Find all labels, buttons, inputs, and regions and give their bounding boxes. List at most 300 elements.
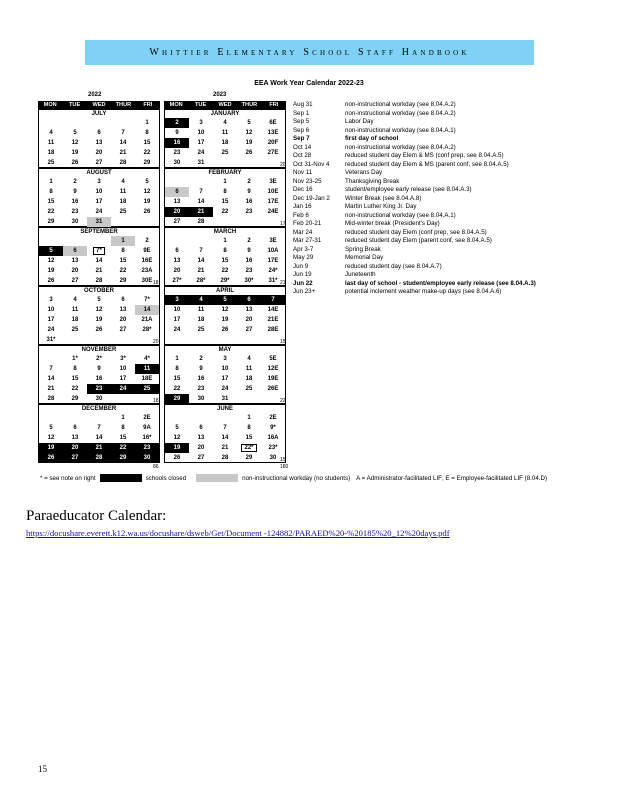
calendar-day: 9 <box>199 366 203 372</box>
calendar-day: 28 <box>87 453 111 463</box>
calendar-day: 5 <box>39 246 63 256</box>
event-date: Jun 23+ <box>293 288 316 295</box>
calendar-day: 6 <box>175 248 179 254</box>
calendar-day: 4 <box>121 179 125 185</box>
calendar-day <box>213 413 237 423</box>
calendar-day: 14 <box>95 435 103 441</box>
calendar-day <box>63 335 87 345</box>
calendar-day: 8 <box>145 130 149 136</box>
event-row <box>293 118 583 127</box>
calendar-day: 5 <box>49 425 53 431</box>
calendar-day: 17E <box>267 258 279 264</box>
calendar-day <box>213 158 237 168</box>
event-description: Winter Break (see 8.04.A.8) <box>345 194 422 202</box>
calendar-day <box>135 217 159 227</box>
calendar-day: 23A <box>141 268 153 274</box>
calendar-day: 8 <box>121 248 125 254</box>
event-date: Aug 31 <box>293 101 313 108</box>
calendar-day: 7* <box>144 297 150 303</box>
legend-lif-note: A = Administrator-facilitated LIF; E = Employee-facilitated LIF (8.04.D) <box>356 474 548 482</box>
calendar-day <box>39 354 63 364</box>
calendar-day: 29 <box>111 453 135 463</box>
calendar-day: 3 <box>97 179 101 185</box>
calendar-day: 27* <box>172 278 182 284</box>
calendar-day: 9 <box>73 189 77 195</box>
weekday-label: FRI <box>269 102 279 108</box>
calendar-day: 24* <box>268 268 278 274</box>
calendar-day: 25 <box>245 386 253 392</box>
calendar-day: 16 <box>95 376 103 382</box>
calendar-day: 14 <box>47 376 55 382</box>
month-june <box>164 404 286 463</box>
calendar-day: 29 <box>165 394 189 404</box>
calendar-day: 10 <box>173 307 181 313</box>
calendar-day: 29* <box>220 278 230 284</box>
calendar-day: 10 <box>197 130 205 136</box>
month-april <box>164 286 286 345</box>
calendar-day: 11 <box>135 364 159 374</box>
calendar-day: 24 <box>47 327 55 333</box>
legend-noninstructional-label: non-instructional workday (no students) <box>242 474 351 482</box>
calendar-day: 21 <box>87 443 111 453</box>
weekday-label: MON <box>169 102 183 108</box>
calendar-day: 4 <box>73 297 77 303</box>
calendar-day: 27 <box>119 327 127 333</box>
calendar-day: 3 <box>199 120 203 126</box>
calendar-day: 25 <box>135 384 159 394</box>
calendar-day: 15 <box>119 258 127 264</box>
event-description: reduced student day Elem (parent conf, see 8.04.A.5) <box>345 237 492 244</box>
weekday-label: WED <box>92 102 106 108</box>
event-row <box>293 246 583 255</box>
calendar-day: 17 <box>119 376 127 382</box>
event-row <box>293 135 583 144</box>
weekday-label: THUR <box>241 102 258 108</box>
event-date: Sep 1 <box>293 109 310 117</box>
calendar-day <box>111 335 135 345</box>
calendar-day: 13E <box>267 130 279 136</box>
calendar-day <box>39 118 63 128</box>
calendar-day: 23 <box>245 268 253 274</box>
calendar-day: 1 <box>145 120 149 126</box>
event-row <box>293 212 583 221</box>
event-date: Jan 16 <box>293 203 312 210</box>
weekday-label: MON <box>43 102 57 108</box>
event-row <box>293 101 583 110</box>
event-row <box>293 186 583 195</box>
event-row <box>293 144 583 153</box>
handbook-banner <box>85 40 534 65</box>
calendar-day: 8 <box>175 366 179 372</box>
event-list <box>293 101 583 297</box>
calendar-day: 29 <box>47 219 55 225</box>
calendar-day: 18 <box>197 317 205 323</box>
month-name: SEPTEMBER <box>80 229 118 235</box>
calendar-day: 3 <box>223 356 227 362</box>
event-row <box>293 288 583 297</box>
event-description: Thanksgiving Break <box>345 177 400 185</box>
calendar-day <box>111 118 135 128</box>
calendar-day: 3 <box>165 295 189 305</box>
calendar-day: 14 <box>95 258 103 264</box>
month-february <box>164 168 286 227</box>
calendar-title: EEA Work Year Calendar 2022-23 <box>254 80 364 87</box>
calendar-day: 24 <box>197 150 205 156</box>
month-day-count: 22 <box>280 398 286 404</box>
month-september <box>38 227 160 286</box>
calendar-day: 12 <box>173 435 181 441</box>
event-date: Jun 22 <box>293 279 313 287</box>
calendar-day: 24 <box>173 327 181 333</box>
calendar-day: 13 <box>95 140 103 146</box>
calendar-day: 21 <box>47 386 55 392</box>
calendar-day: 18 <box>221 140 229 146</box>
calendar-day: 17 <box>47 317 55 323</box>
calendar-day: 4 <box>49 130 53 136</box>
legend-closed-label: schools closed <box>145 474 187 482</box>
calendar-day: 9 <box>97 366 101 372</box>
calendar-day: 16 <box>245 258 253 264</box>
weekday-label: FRI <box>143 102 153 108</box>
calendar-day: 23 <box>173 150 181 156</box>
calendar-day: 23 <box>87 384 111 394</box>
calendar-day: 18E <box>141 376 153 382</box>
calendar-day: 19 <box>245 140 253 146</box>
calendar-day: 20 <box>165 207 189 217</box>
calendar-day: 31* <box>46 337 56 343</box>
month-day-count: 18 <box>153 398 159 404</box>
calendar-day: 7 <box>97 425 101 431</box>
calendar-day <box>237 335 261 345</box>
month-day-count: 15 <box>280 339 286 345</box>
calendar-day <box>189 413 213 423</box>
calendar-day: 20 <box>119 317 127 323</box>
calendar-day: 2 <box>73 179 77 185</box>
calendar-day: 10 <box>221 366 229 372</box>
calendar-day: 4 <box>189 295 213 305</box>
calendar-day: 29 <box>71 396 79 402</box>
calendar-day: 5 <box>247 120 251 126</box>
month-day-count: 17 <box>280 221 286 227</box>
calendar-day: 24 <box>95 209 103 215</box>
event-date: Feb 20-21 <box>293 220 322 227</box>
calendar-day: 25 <box>47 160 55 166</box>
calendar-day <box>189 335 213 345</box>
month-may <box>164 345 286 404</box>
calendar-day: 22* <box>237 443 261 453</box>
calendar-day: 12 <box>47 258 55 264</box>
calendar-day: 31* <box>268 278 278 284</box>
weekday-label: TUE <box>195 102 207 108</box>
calendar-day: 20 <box>197 445 205 451</box>
calendar-day: 23 <box>245 209 253 215</box>
calendar-day: 10 <box>95 189 103 195</box>
event-description: non-instructional workday (see 8.04.A.2) <box>345 143 456 151</box>
calendar-day: 30 <box>197 396 205 402</box>
calendar-day: 30 <box>173 160 181 166</box>
calendar-day: 26 <box>39 453 63 463</box>
event-row <box>293 161 583 170</box>
calendar-day: 8 <box>223 189 227 195</box>
weekday-label: WED <box>218 102 232 108</box>
calendar-day: 5 <box>213 295 237 305</box>
calendar-day <box>237 394 261 404</box>
event-description: Martin Luther King Jr. Day <box>345 203 417 210</box>
calendar-day: 6 <box>121 297 125 303</box>
month-day-count: 20 <box>153 339 159 345</box>
calendar-day: 23 <box>71 209 79 215</box>
calendar-day: 15 <box>47 199 55 205</box>
calendar-day: 30* <box>244 278 254 284</box>
calendar-day: 23 <box>135 443 159 453</box>
calendar-day: 13 <box>119 307 127 313</box>
calendar-day: 1 <box>175 356 179 362</box>
event-date: Dec 19-Jan 2 <box>293 194 330 202</box>
month-name: JULY <box>91 111 107 117</box>
event-description: reduced student day (see 8.04.A.7) <box>345 262 442 270</box>
calendar-day: 20F <box>267 140 279 146</box>
weekday-header-right <box>164 101 286 109</box>
calendar-day: 22 <box>221 268 229 274</box>
calendar-day: 7 <box>199 248 203 254</box>
month-january <box>164 109 286 168</box>
event-row <box>293 254 583 263</box>
calendar-day: 20 <box>63 443 87 453</box>
calendar-day: 28 <box>221 455 229 461</box>
event-description: Mid-winter break (President's Day) <box>345 220 440 227</box>
event-description: Juneteenth <box>345 271 376 278</box>
event-date: Sep 7 <box>293 135 310 142</box>
month-november <box>38 345 160 404</box>
calendar-day: 19E <box>267 376 279 382</box>
month-july <box>38 109 160 168</box>
calendar-day: 23* <box>268 445 278 451</box>
month-march <box>164 227 286 286</box>
calendar-day <box>111 394 135 404</box>
calendar-day <box>63 118 87 128</box>
event-date: Oct 14 <box>293 143 312 151</box>
calendar-day: 7 <box>223 425 227 431</box>
event-row <box>293 178 583 187</box>
calendar-day <box>63 236 87 246</box>
calendar-day <box>165 177 189 187</box>
calendar-day: 26 <box>245 150 253 156</box>
calendar-day: 31 <box>221 396 229 402</box>
event-description: last day of school - student/employee early release (see 8.04.A.3) <box>345 279 536 287</box>
calendar-day: 14 <box>135 305 159 315</box>
calendar-day: 21 <box>221 445 229 451</box>
calendar-day: 19 <box>143 199 151 205</box>
calendar-day: 15 <box>71 376 79 382</box>
calendar-day: 31 <box>87 217 111 227</box>
month-day-count: 12 <box>153 457 159 463</box>
calendar-day: 28E <box>267 327 279 333</box>
calendar-day: 23 <box>197 386 205 392</box>
calendar-day: 25 <box>71 327 79 333</box>
calendar-day: 15 <box>245 435 253 441</box>
calendar-day: 26E <box>267 386 279 392</box>
month-name: JANUARY <box>210 111 240 117</box>
calendar-day: 28* <box>142 327 152 333</box>
event-row <box>293 229 583 238</box>
month-day-count: 20 <box>280 162 286 168</box>
calendar-day: 12 <box>221 307 229 313</box>
calendar-day: 24 <box>111 384 135 394</box>
calendar-day: 27 <box>71 278 79 284</box>
banner-title: Whittier Elementary School Staff Handbook <box>149 47 470 58</box>
calendar-day: 21 <box>197 268 205 274</box>
calendar-day: 29 <box>143 160 151 166</box>
calendar-day: 27E <box>267 150 279 156</box>
calendar-day: 28 <box>197 219 205 225</box>
calendar-day: 2 <box>165 118 189 128</box>
month-name: NOVEMBER <box>81 347 117 353</box>
calendar-day: 6 <box>63 246 87 256</box>
paraeducator-calendar-link[interactable]: https://docushare.everett.k12.wa.us/docushare/dsweb/Get/Document -124882/PARAED%20-%20185%20_12%20days.pdf <box>26 528 450 538</box>
calendar-day: 24E <box>267 209 279 215</box>
calendar-day: 9A <box>143 425 151 431</box>
calendar-day: 15 <box>221 258 229 264</box>
calendar-day: 8 <box>73 366 77 372</box>
calendar-day: 14 <box>119 140 127 146</box>
calendar-day: 7* <box>87 246 111 256</box>
event-row <box>293 127 583 136</box>
calendar-day: 10 <box>47 307 55 313</box>
event-description: Spring Break <box>345 245 381 253</box>
total-day-count: 86 <box>153 464 159 470</box>
calendar-day <box>237 217 261 227</box>
calendar-day: 27 <box>95 160 103 166</box>
event-date: May 29 <box>293 254 314 261</box>
calendar-day: 27 <box>245 327 253 333</box>
calendar-day: 14 <box>197 258 205 264</box>
event-description: non-instructional workday (see 8.04.A.1) <box>345 211 456 219</box>
calendar-day: 17 <box>173 317 181 323</box>
calendar-day: 4 <box>223 120 227 126</box>
event-row <box>293 203 583 212</box>
event-date: Nov 23-25 <box>293 177 322 185</box>
calendar-day: 20 <box>95 150 103 156</box>
calendar-day <box>213 217 237 227</box>
calendar-day: 17 <box>197 140 205 146</box>
calendar-day <box>39 413 63 423</box>
calendar-day: 1 <box>121 415 125 421</box>
calendar-day: 11 <box>221 130 229 136</box>
month-august <box>38 168 160 227</box>
calendar-day: 13 <box>71 435 79 441</box>
calendar-day: 22 <box>111 443 135 453</box>
calendar-day: 18 <box>47 150 55 156</box>
calendar-day: 27 <box>63 453 87 463</box>
calendar-day: 16 <box>165 138 189 148</box>
calendar-day: 30 <box>269 455 277 461</box>
calendar-day: 3 <box>49 297 53 303</box>
calendar-day: 16 <box>245 199 253 205</box>
legend-noninstructional-swatch <box>196 474 238 482</box>
calendar-day: 22 <box>173 386 181 392</box>
calendar-day: 11 <box>119 189 127 195</box>
month-name: MARCH <box>213 229 237 235</box>
calendar-day: 16E <box>141 258 153 264</box>
legend-closed-swatch <box>100 474 142 482</box>
calendar-day: 22 <box>221 209 229 215</box>
event-description: non-instructional workday (see 8.04.A.2) <box>345 101 456 108</box>
event-date: Oct 28 <box>293 152 312 159</box>
calendar-day: 16* <box>142 435 152 441</box>
calendar-day: 4* <box>144 356 150 362</box>
calendar-day: 2 <box>145 238 149 244</box>
calendar-day: 9E <box>143 248 151 254</box>
calendar-day: 8 <box>223 248 227 254</box>
event-date: Dec 16 <box>293 186 313 193</box>
calendar-day: 5E <box>269 356 277 362</box>
calendar-day: 25 <box>221 150 229 156</box>
calendar-day <box>189 177 213 187</box>
month-day-count: 18 <box>153 280 159 286</box>
calendar-day: 24 <box>221 386 229 392</box>
calendar-day: 6 <box>165 187 189 197</box>
calendar-day: 17E <box>267 199 279 205</box>
month-day-count: 15 <box>280 457 286 463</box>
weekday-label: THUR <box>115 102 132 108</box>
calendar-day <box>63 413 87 423</box>
calendar-day: 15 <box>173 376 181 382</box>
calendar-day: 13 <box>245 307 253 313</box>
calendar-day: 20 <box>173 268 181 274</box>
calendar-day: 13 <box>173 199 181 205</box>
calendar-day: 30 <box>71 219 79 225</box>
calendar-day: 3E <box>269 179 277 185</box>
calendar-day <box>87 236 111 246</box>
month-name: AUGUST <box>86 170 112 176</box>
calendar-day: 9* <box>270 425 276 431</box>
calendar-day: 16A <box>267 435 279 441</box>
month-day-count: 21 <box>280 280 286 286</box>
calendar-day: 13 <box>197 435 205 441</box>
calendar-day <box>165 236 189 246</box>
calendar-day: 17 <box>95 199 103 205</box>
calendar-day: 20 <box>245 317 253 323</box>
calendar-day: 15 <box>221 199 229 205</box>
calendar-day: 19 <box>95 317 103 323</box>
calendar-day: 7 <box>49 366 53 372</box>
calendar-day: 19 <box>71 150 79 156</box>
calendar-day: 21 <box>189 207 213 217</box>
calendar-day: 22 <box>47 209 55 215</box>
calendar-day: 12 <box>245 130 253 136</box>
month-name: JUNE <box>216 406 233 412</box>
month-name: FEBRUARY <box>208 170 242 176</box>
month-name: OCTOBER <box>84 288 114 294</box>
year-right-label: 2023 <box>213 92 227 98</box>
calendar-day: 4 <box>247 356 251 362</box>
event-row <box>293 263 583 272</box>
event-description: potential inclement weather make-up days (see 8.04.A.6) <box>345 288 502 295</box>
calendar-day: 2 <box>199 356 203 362</box>
calendar-legend <box>40 474 580 482</box>
calendar-day <box>165 413 189 423</box>
event-row <box>293 237 583 246</box>
calendar-day: 12E <box>267 366 279 372</box>
calendar-day: 6 <box>73 425 77 431</box>
month-name: DECEMBER <box>81 406 117 412</box>
year-left-label: 2022 <box>88 92 102 98</box>
calendar-day: 15 <box>119 435 127 441</box>
calendar-day: 8 <box>49 189 53 195</box>
calendar-day: 1 <box>247 415 251 421</box>
page-number: 15 <box>38 764 47 774</box>
calendar-day: 31 <box>197 160 205 166</box>
